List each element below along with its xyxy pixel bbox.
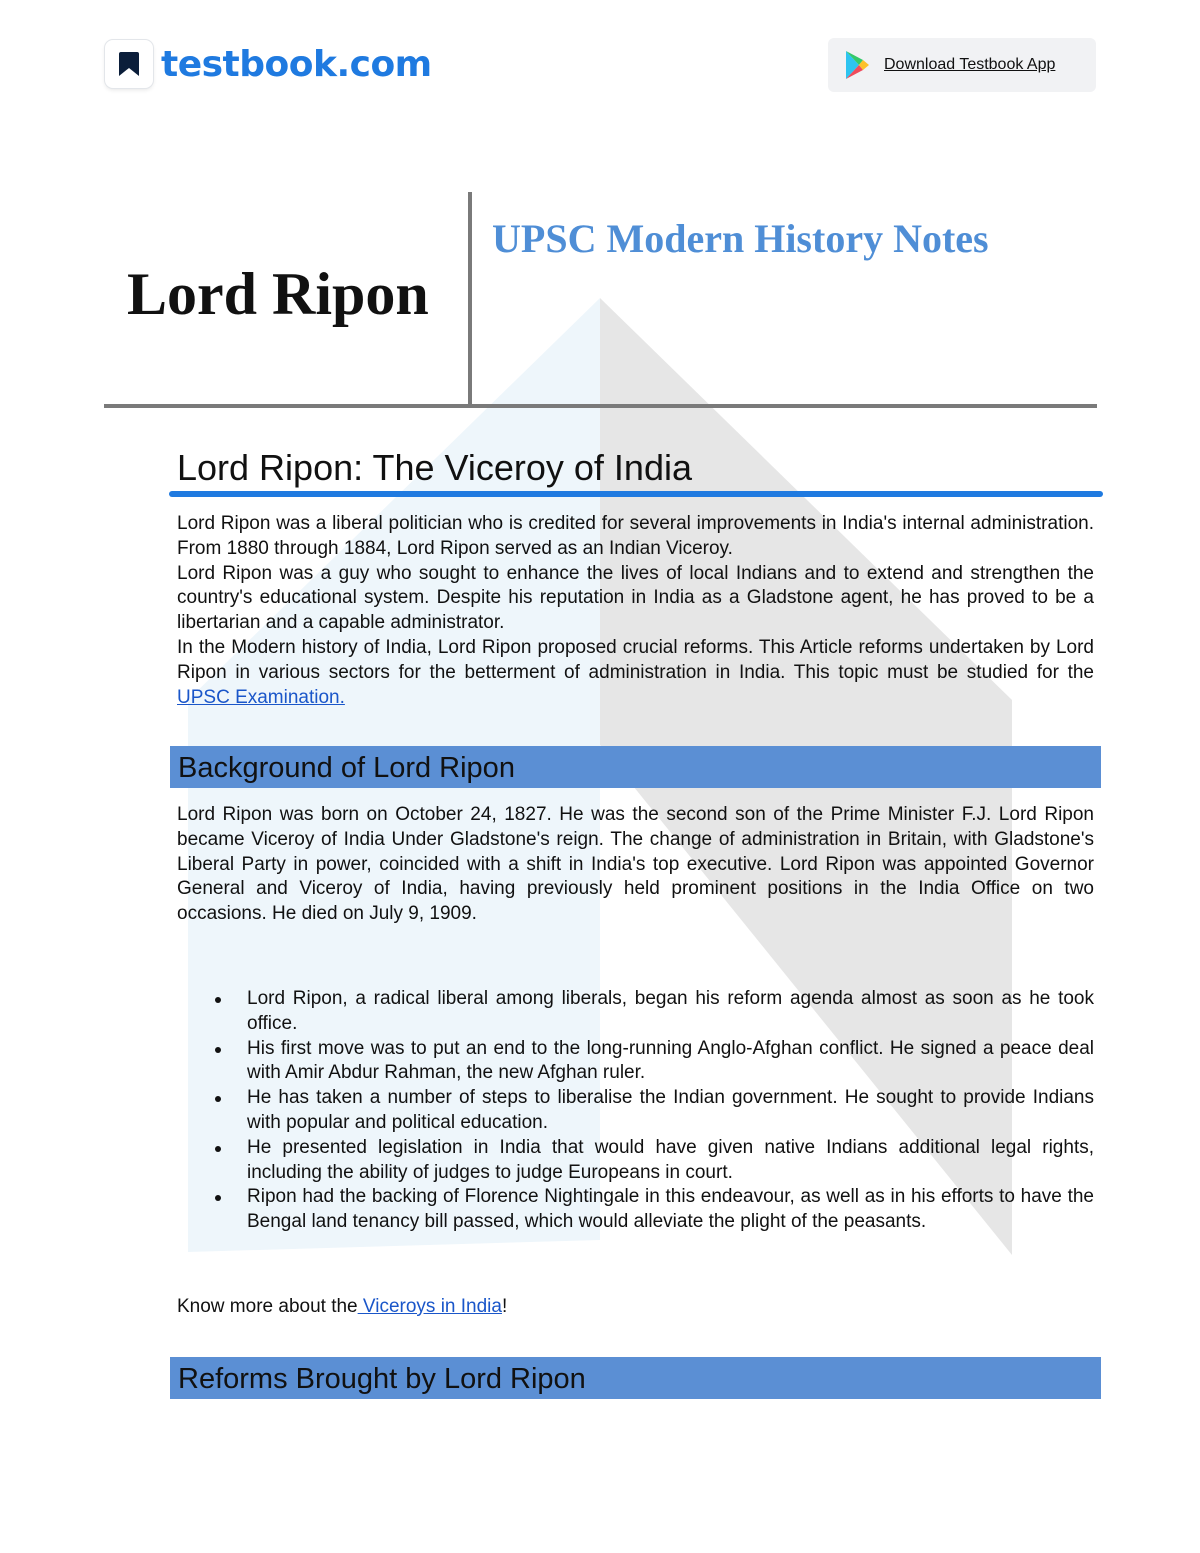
reform-bullet-list [177, 987, 1094, 1235]
title-horizontal-divider [104, 404, 1097, 408]
section-band-reforms: Reforms Brought by Lord Ripon [170, 1357, 1101, 1399]
bullet-icon [215, 1146, 221, 1152]
title-vertical-divider [468, 192, 472, 408]
list-item [177, 1136, 1094, 1186]
section-band-background: Background of Lord Ripon [170, 746, 1101, 788]
upsc-examination-link[interactable]: UPSC Examination. [177, 686, 345, 708]
section-heading-underline [169, 491, 1103, 497]
know-more-line [177, 1295, 507, 1320]
list-item-text: He has taken a number of steps to liberalise the Indian government. He sought to provide Indians with popular and political education. [247, 1087, 1094, 1133]
list-item-text: Lord Ripon, a radical liberal among liberals, began his reform agenda almost as soon as he took office. [247, 988, 1094, 1034]
intro-paragraph-3 [177, 636, 1094, 710]
know-more-prefix: Know more about the [177, 1296, 358, 1317]
list-item-text: He presented legislation in India that would have given native Indians additional legal rights, including the ability of judges to judge Europeans in court. [247, 1136, 1094, 1183]
intro-paragraph-1: Lord Ripon was a liberal politician who is credited for several improvements in India's internal administration. From 1880 through 1884, Lord Ripon served as an Indian Viceroy. [177, 513, 1094, 559]
bullet-icon [215, 1047, 221, 1053]
logo-text: testbook.com [161, 43, 432, 85]
logo-badge [105, 40, 153, 88]
list-item [177, 1086, 1094, 1136]
section-heading-viceroy: Lord Ripon: The Viceroy of India [177, 447, 692, 488]
download-app-label: Download Testbook App [884, 56, 1056, 73]
bullet-icon [215, 997, 221, 1003]
bullet-icon [215, 1195, 221, 1201]
intro-text [177, 512, 1094, 710]
google-play-icon [844, 50, 870, 80]
background-paragraph: Lord Ripon was born on October 24, 1827. He was the second son of the Prime Minister F.J. Lord Ripon became Viceroy of India Under Gladstone's reign. The change of administration in Britain, with Gladstone's Liberal Party in power, coincided with a shift in India's top executive. Lord Ripon was appointed Governor General and Viceroy of India, having previously held prominent positions in the India Office on two occasions. He died on July 9, 1909. [177, 804, 1094, 925]
list-item-text: Ripon had the backing of Florence Nightingale in this endeavour, as well as in his efforts to have the Bengal land tenancy bill passed, which would alleviate the plight of the peasants. [247, 1186, 1094, 1233]
list-item [177, 1185, 1094, 1235]
bookmark-icon [117, 50, 141, 78]
notes-series-title: UPSC Modern History Notes [492, 216, 989, 261]
viceroys-in-india-link[interactable]: Viceroys in India [357, 1296, 502, 1317]
list-item [177, 1037, 1094, 1087]
testbook-logo[interactable] [105, 40, 432, 88]
intro-paragraph-2: Lord Ripon was a guy who sought to enhance the lives of local Indians and to extend and strengthen the country's educational system. Despite his reputation in India as a Gladstone agent, he has proved to be a libertarian and a capable administrator. [177, 562, 1094, 634]
list-item [177, 987, 1094, 1037]
page-title: Lord Ripon [127, 261, 429, 327]
intro-paragraph-3-text: In the Modern history of India, Lord Ripon proposed crucial reforms. This Article reforms undertaken by Lord Ripon in various sectors for the betterment of administration in India. This topic must be studied for the [177, 636, 1094, 683]
bullet-icon [215, 1096, 221, 1102]
download-app-button[interactable] [828, 38, 1096, 92]
know-more-suffix: ! [501, 1296, 508, 1317]
list-item-text: His first move was to put an end to the long-running Anglo-Afghan conflict. He signed a peace deal with Amir Abdur Rahman, the new Afghan ruler. [247, 1037, 1094, 1084]
